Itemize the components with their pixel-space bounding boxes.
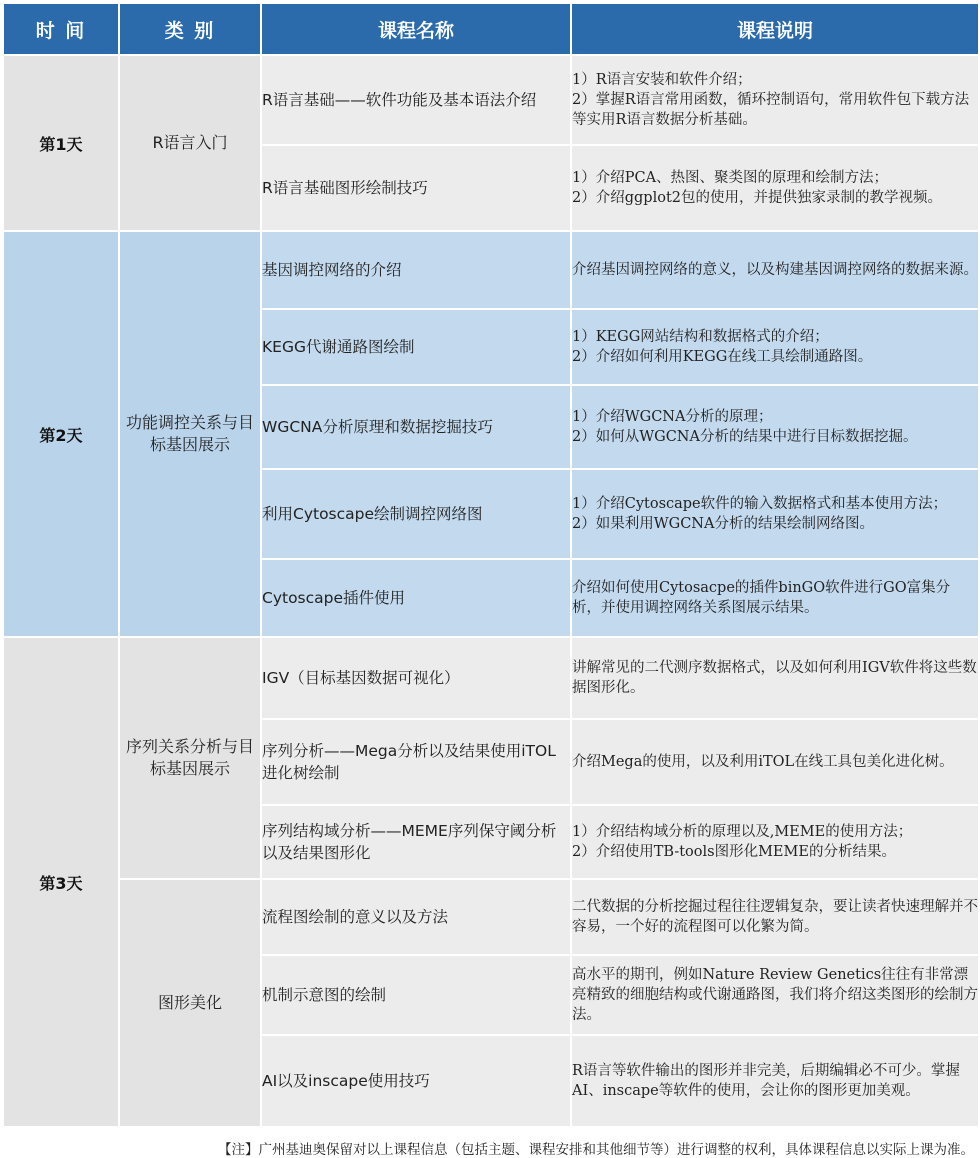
day-label: 第3天 xyxy=(3,637,119,1127)
category-label: 图形美化 xyxy=(119,879,261,1127)
table-row xyxy=(3,879,979,955)
course-desc: 1）R语言安装和软件介绍； 2）掌握R语言常用函数，循环控制语句，常用软件包下载方法等实用R语言数据分析基础。 xyxy=(571,55,979,145)
course-desc: 介绍如何使用Cytosacpe的插件binGO软件进行GO富集分析，并使用调控网络关系图展示结果。 xyxy=(571,559,979,637)
day-label: 第1天 xyxy=(3,55,119,231)
course-name: 利用Cytoscape绘制调控网络图 xyxy=(261,469,571,559)
course-name: IGV（目标基因数据可视化） xyxy=(261,637,571,719)
course-desc: 讲解常见的二代测序数据格式，以及如何利用IGV软件将这些数据图形化。 xyxy=(571,637,979,719)
course-schedule-table xyxy=(2,2,980,1128)
course-desc: 二代数据的分析挖掘过程往往逻辑复杂，要让读者快速理解并不容易，一个好的流程图可以化繁为简。 xyxy=(571,879,979,955)
table-row xyxy=(3,55,979,145)
course-desc: 1）介绍PCA、热图、聚类图的原理和绘制方法； 2）介绍ggplot2包的使用，并提供独家录制的教学视频。 xyxy=(571,145,979,231)
course-name: 基因调控网络的介绍 xyxy=(261,231,571,309)
category-label: R语言入门 xyxy=(119,55,261,231)
course-name: 序列分析——Mega分析以及结果使用iTOL进化树绘制 xyxy=(261,719,571,805)
header-category: 类 别 xyxy=(119,3,261,55)
course-name: 流程图绘制的意义以及方法 xyxy=(261,879,571,955)
course-desc: 1）介绍WGCNA分析的原理； 2）如何从WGCNA分析的结果中进行目标数据挖掘。 xyxy=(571,385,979,469)
course-desc: 1）KEGG网站结构和数据格式的介绍； 2）介绍如何利用KEGG在线工具绘制通路图。 xyxy=(571,309,979,385)
header-time: 时 间 xyxy=(3,3,119,55)
course-desc: 介绍Mega的使用，以及利用iTOL在线工具包美化进化树。 xyxy=(571,719,979,805)
table-header-row xyxy=(3,3,979,55)
category-label: 功能调控关系与目标基因展示 xyxy=(119,231,261,637)
category-label: 序列关系分析与目标基因展示 xyxy=(119,637,261,879)
course-name: R语言基础——软件功能及基本语法介绍 xyxy=(261,55,571,145)
course-name: 序列结构域分析——MEME序列保守阈分析以及结果图形化 xyxy=(261,805,571,879)
course-desc: R语言等软件输出的图形并非完美，后期编辑必不可少。掌握AI、inscape等软件的使用，会让你的图形更加美观。 xyxy=(571,1035,979,1127)
course-desc: 1）介绍Cytoscape软件的输入数据格式和基本使用方法； 2）如果利用WGCNA分析的结果绘制网络图。 xyxy=(571,469,979,559)
header-course-name: 课程名称 xyxy=(261,3,571,55)
course-desc: 1）介绍结构域分析的原理以及,MEME的使用方法； 2）介绍使用TB-tools图形化MEME的分析结果。 xyxy=(571,805,979,879)
header-course-desc: 课程说明 xyxy=(571,3,979,55)
course-name: KEGG代谢通路图绘制 xyxy=(261,309,571,385)
course-name: 机制示意图的绘制 xyxy=(261,955,571,1035)
course-name: AI以及inscape使用技巧 xyxy=(261,1035,571,1127)
footnote: 【注】广州基迪奥保留对以上课程信息（包括主题、课程安排和其他细节等）进行调整的权利，具体课程信息以实际上课为准。 xyxy=(218,1142,974,1158)
course-name: Cytoscape插件使用 xyxy=(261,559,571,637)
course-desc: 介绍基因调控网络的意义，以及构建基因调控网络的数据来源。 xyxy=(571,231,979,309)
table-row xyxy=(3,231,979,309)
course-name: R语言基础图形绘制技巧 xyxy=(261,145,571,231)
day-label: 第2天 xyxy=(3,231,119,637)
course-desc: 高水平的期刊，例如Nature Review Genetics往往有非常漂亮精致的细胞结构或代谢通路图，我们将介绍这类图形的绘制方法。 xyxy=(571,955,979,1035)
table-row xyxy=(3,637,979,719)
course-name: WGCNA分析原理和数据挖掘技巧 xyxy=(261,385,571,469)
